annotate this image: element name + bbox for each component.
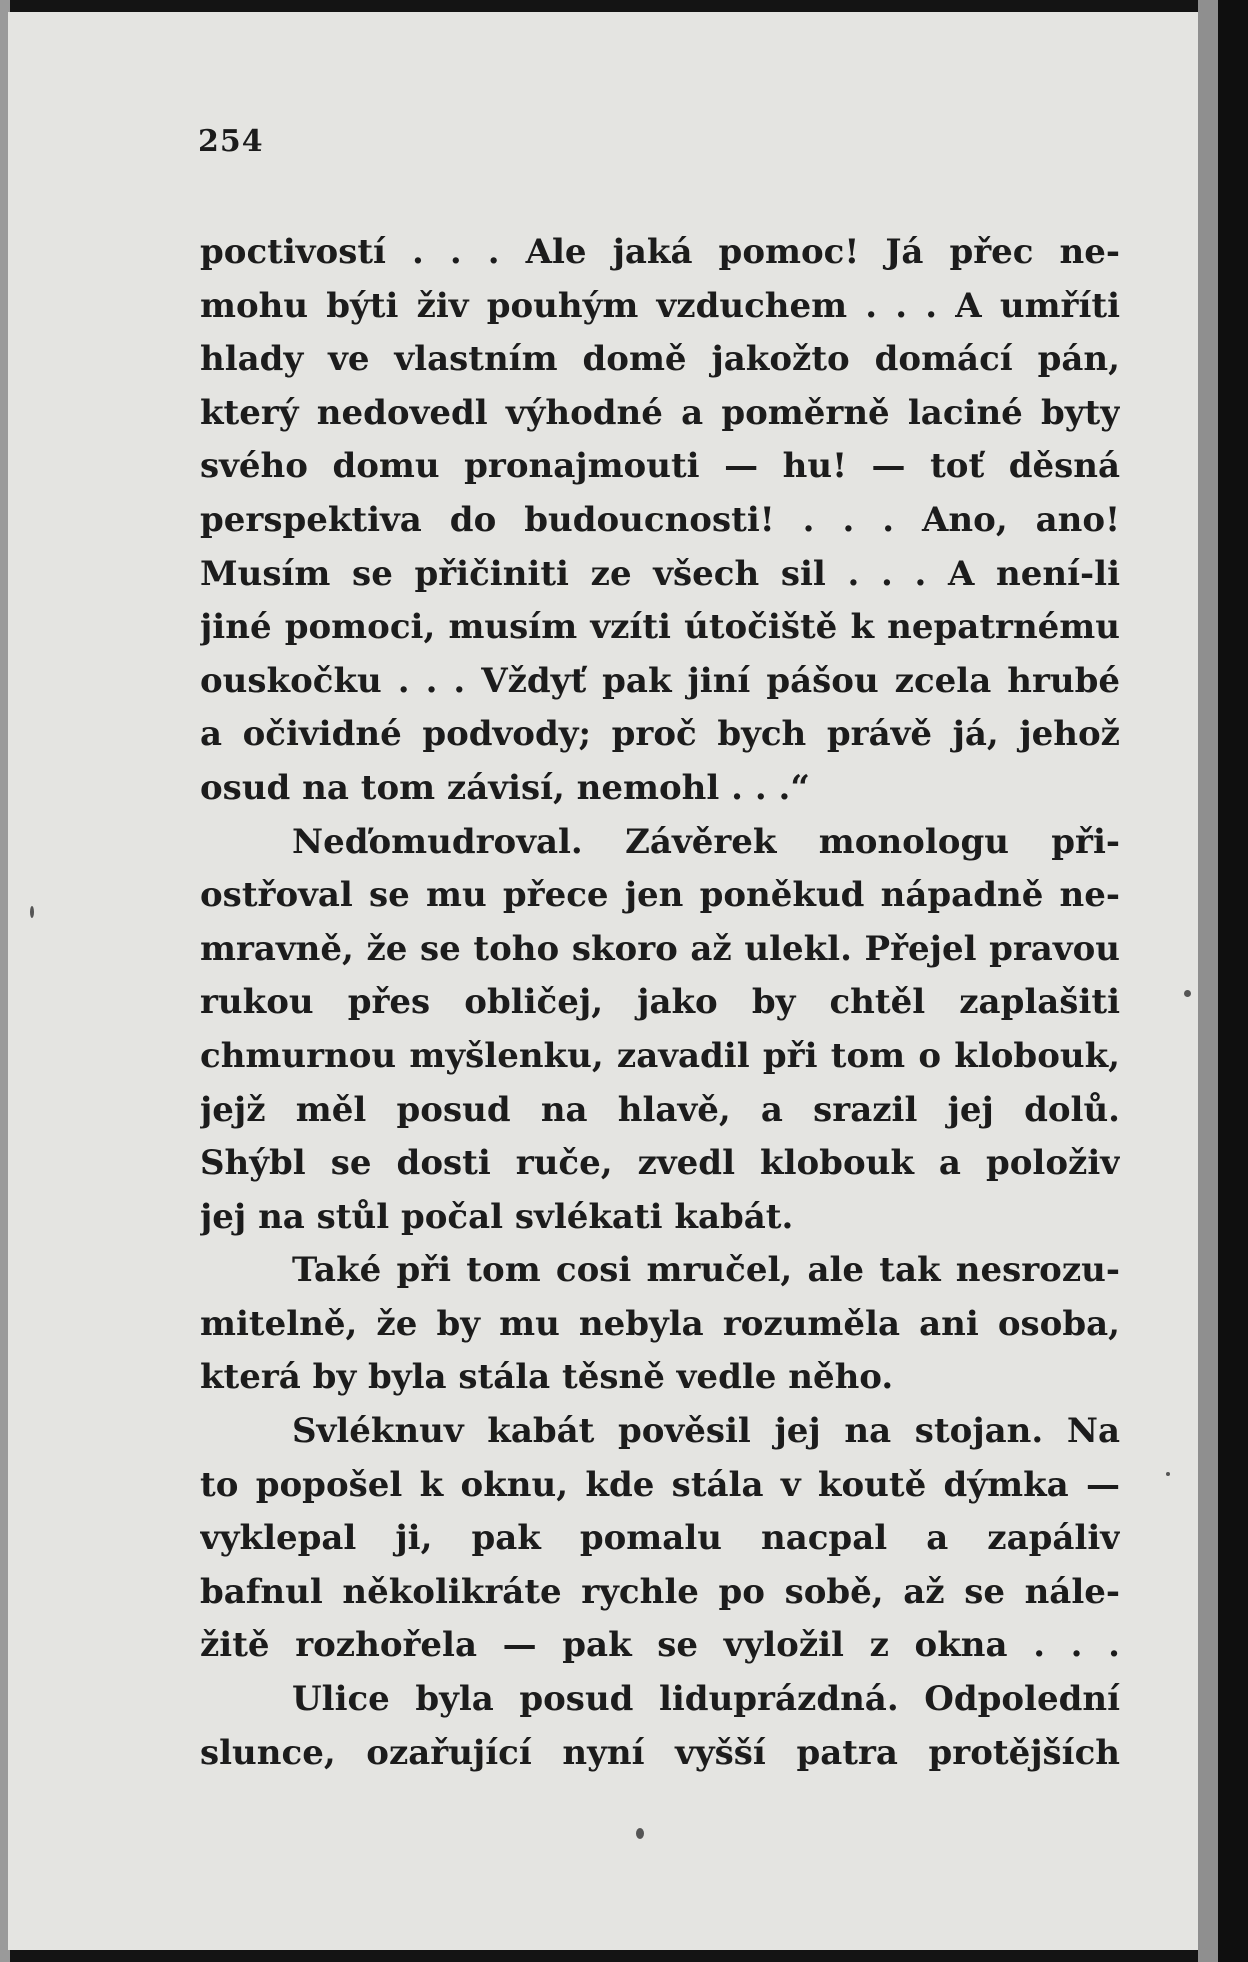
text-line: chmurnou myšlenku, zavadil při tom o klobouk, bbox=[200, 1035, 1120, 1076]
text-line: Také při tom cosi mručel, ale tak nesrozu- bbox=[292, 1250, 1120, 1291]
text-line: jej na stůl počal svlékati kabát. bbox=[200, 1196, 794, 1237]
text-line: ostřoval se mu přece jen poněkud nápadně ne- bbox=[200, 875, 1120, 916]
text-line: a očividné podvody; proč bych právě já, jehož bbox=[200, 714, 1120, 755]
text-line: jejž měl posud na hlavě, a srazil jej dolů. bbox=[200, 1089, 1120, 1130]
text-line: žitě rozhořela — pak se vyložil z okna . . . bbox=[200, 1625, 1120, 1666]
text-line: svého domu pronajmouti — hu! — toť děsná bbox=[200, 446, 1120, 487]
text-line: Svléknuv kabát pověsil jej na stojan. Na bbox=[292, 1411, 1120, 1452]
text-line: mitelně, že by mu nebyla rozuměla ani osoba, bbox=[200, 1303, 1120, 1344]
scan-right-edge bbox=[1218, 0, 1248, 1962]
body-text bbox=[200, 226, 1120, 1780]
text-line: která by byla stála těsně vedle něho. bbox=[200, 1357, 894, 1398]
text-line: mravně, že se toho skoro až ulekl. Přejel pravou bbox=[200, 928, 1120, 969]
text-line: osud na tom závisí, nemohl . . .“ bbox=[200, 767, 810, 808]
text-line: ouskočku . . . Vždyť pak jiní pášou zcela hrubé bbox=[200, 660, 1120, 701]
text-line: jiné pomoci, musím vzíti útočiště k nepatrnému bbox=[200, 607, 1120, 648]
scan-speck bbox=[636, 1828, 644, 1839]
text-line: to popošel k oknu, kde stála v koutě dýmka — bbox=[200, 1464, 1120, 1505]
text-line: Neďomudroval. Závěrek monologu při- bbox=[292, 821, 1120, 862]
text-line: hlady ve vlastním domě jakožto domácí pán, bbox=[200, 339, 1120, 380]
text-line: Shýbl se dosti ruče, zvedl klobouk a položiv bbox=[200, 1143, 1120, 1184]
text-line: perspektiva do budoucnosti! . . . Ano, ano! bbox=[200, 499, 1120, 540]
scan-speck bbox=[30, 906, 34, 918]
text-line: slunce, ozařující nyní vyšší patra protějších bbox=[200, 1732, 1120, 1773]
text-line: Ulice byla posud liduprázdná. Odpolední bbox=[292, 1679, 1120, 1720]
text-line: vyklepal ji, pak pomalu nacpal a zapáliv bbox=[200, 1518, 1120, 1559]
text-line: mohu býti živ pouhým vzduchem . . . A umříti bbox=[200, 285, 1120, 326]
page-number: 254 bbox=[198, 124, 264, 159]
text-line: poctivostí . . . Ale jaká pomoc! Já přec ne- bbox=[200, 232, 1120, 272]
scan-speck bbox=[1166, 1472, 1170, 1476]
text-line: rukou přes obličej, jako by chtěl zaplašiti bbox=[200, 982, 1120, 1023]
text-line: bafnul několikráte rychle po sobě, až se nále- bbox=[200, 1571, 1120, 1612]
book-page bbox=[8, 12, 1208, 1950]
text-line: který nedovedl výhodné a poměrně laciné byty bbox=[200, 392, 1120, 433]
text-line: Musím se přičiniti ze všech sil . . . A není-li bbox=[200, 553, 1120, 594]
scan-speck bbox=[1184, 990, 1191, 997]
